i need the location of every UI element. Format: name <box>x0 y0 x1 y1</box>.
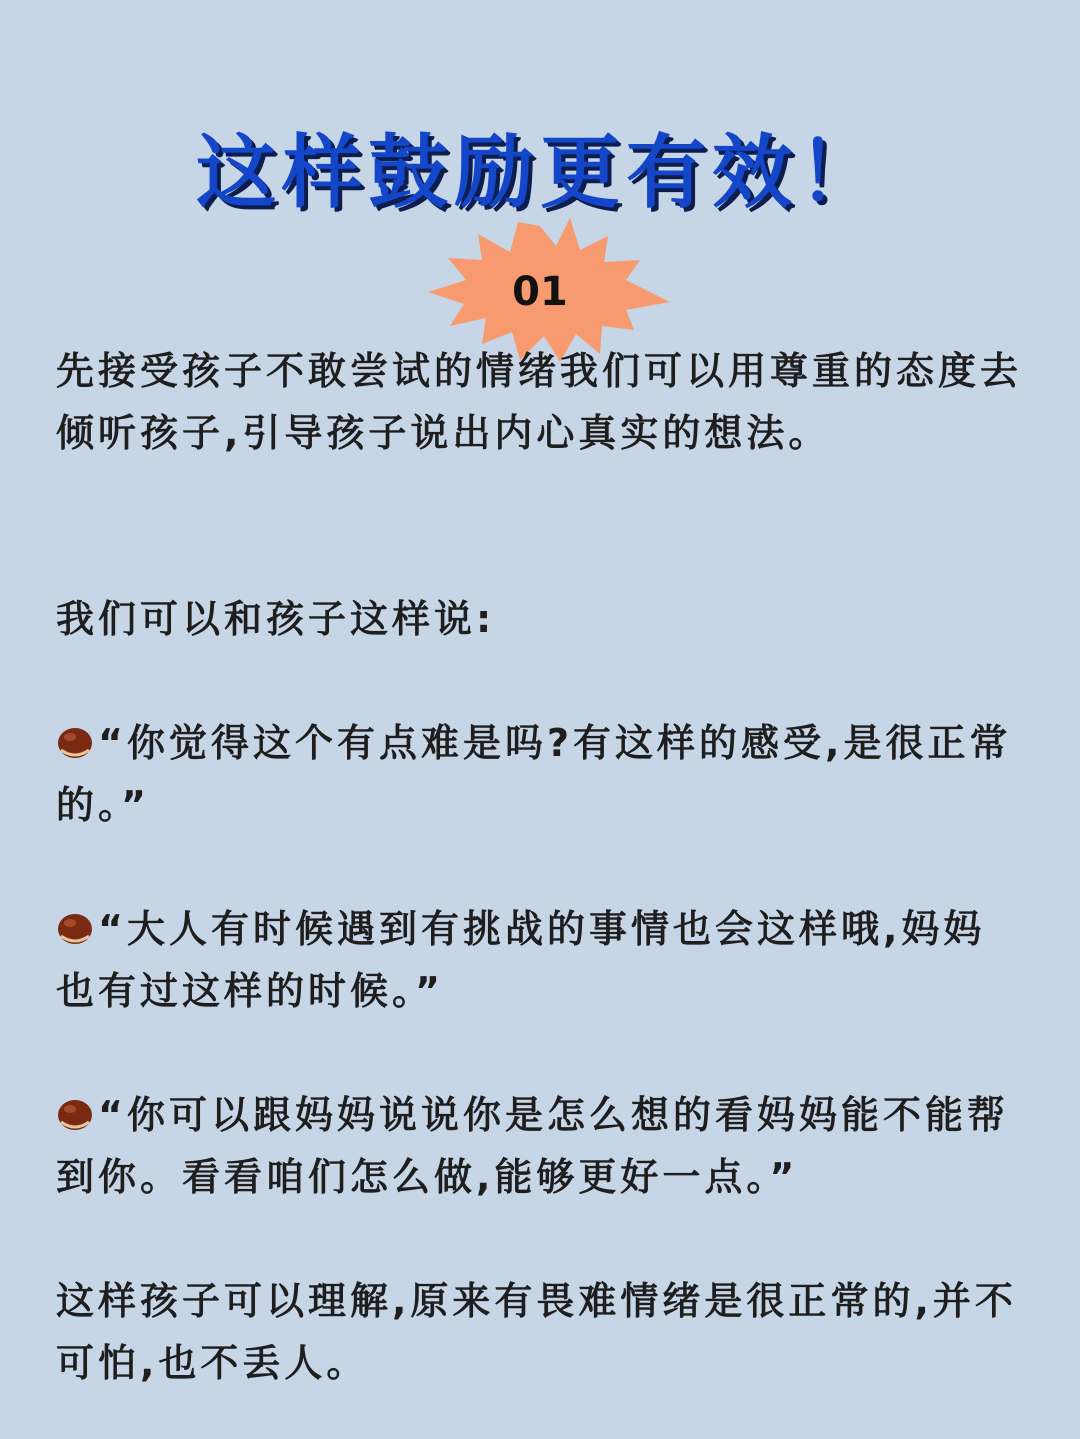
quote-item-3 <box>56 1084 1026 1208</box>
quote-text-2: “大人有时候遇到有挑战的事情也会这样哦,妈妈也有过这样的时候。” <box>56 907 986 1013</box>
conclusion-paragraph: 这样孩子可以理解,原来有畏难情绪是很正常的,并不可怕,也不丢人。 <box>56 1279 1017 1385</box>
chestnut-icon <box>56 724 94 760</box>
quote-item-1 <box>56 712 1026 836</box>
quote-item-2 <box>56 898 1026 1022</box>
quote-text-3: “你可以跟妈妈说说你是怎么想的看妈妈能不能帮到你。看看咱们怎么做,能够更好一点。” <box>56 1093 1009 1199</box>
page-title: 这样鼓励更有效！ <box>196 126 884 219</box>
intro-paragraph: 先接受孩子不敢尝试的情绪我们可以用尊重的态度去倾听孩子,引导孩子说出内心真实的想法。 <box>56 349 1023 455</box>
chestnut-icon <box>56 1096 94 1132</box>
chestnut-icon <box>56 910 94 946</box>
badge-number: 01 <box>512 269 568 315</box>
lead-paragraph: 我们可以和孩子这样说: <box>56 597 496 641</box>
quote-text-1: “你觉得这个有点难是吗?有这样的感受,是很正常的。” <box>56 721 1012 827</box>
